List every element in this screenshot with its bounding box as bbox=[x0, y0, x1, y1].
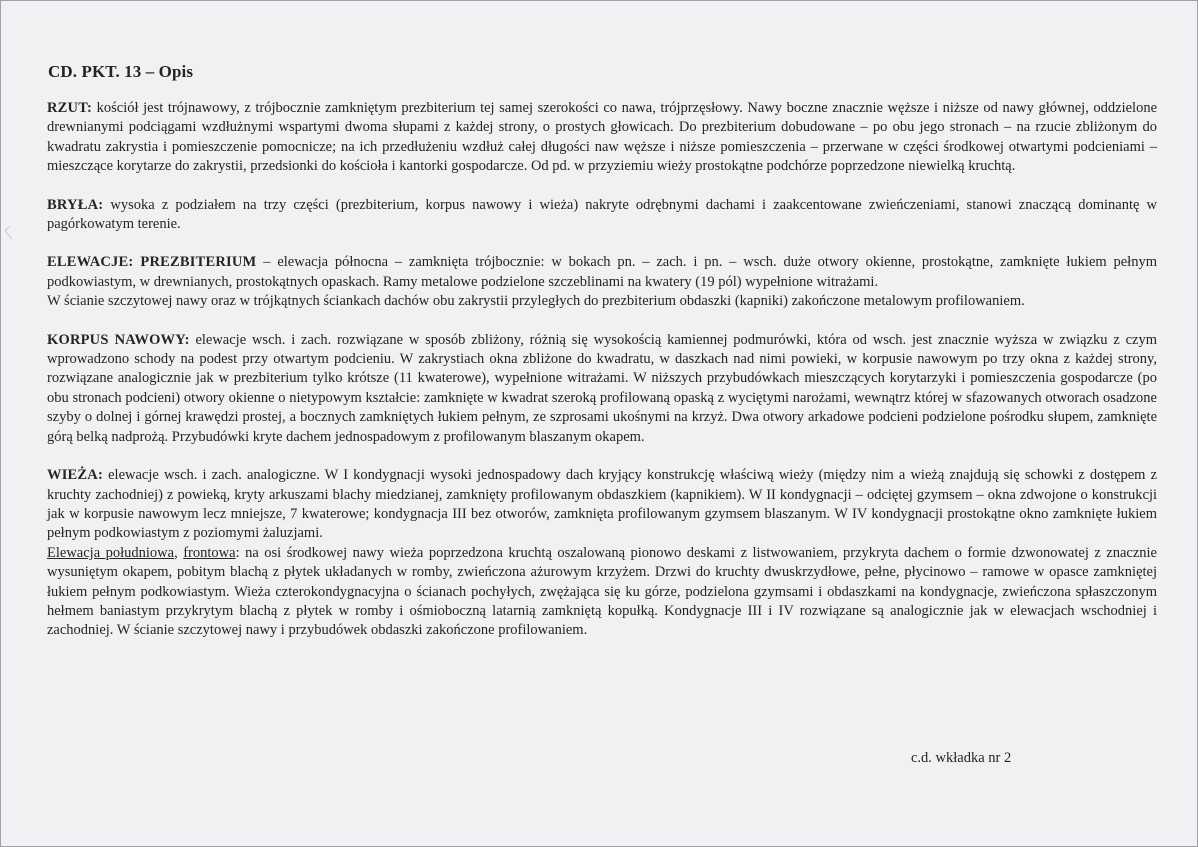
section-rzut bbox=[47, 99, 1157, 177]
description-body bbox=[47, 99, 1157, 641]
page-title: CD. PKT. 13 – Opis bbox=[48, 62, 194, 81]
continuation-note: c.d. wkładka nr 2 bbox=[911, 750, 1012, 766]
margin-mark bbox=[4, 226, 16, 239]
section-korpus bbox=[47, 331, 1157, 447]
section-text-elewacje: – elewacja północna – zamknięta trójbocznie: w bokach pn. – zach. i pn. – wsch. duże otwory okienne, prostokątne, zamknięte łukiem pełnym podkowiastym, w drewnianych, prostokątnych opaskach. Ramy metalowe podzielone szczeblinami na kwatery (19 pól) wypełnione witrażami. bbox=[47, 254, 1157, 290]
section-bryla bbox=[47, 196, 1157, 235]
section-elewacje bbox=[47, 253, 1157, 292]
section-elewacja-poludniowa bbox=[47, 544, 1157, 641]
section-text-elewacja-poludniowa: na osi środkowej nawy wieża poprzedzona kruchtą oszalowaną pionowo deskami z listwowaniem, przykryta dachem o formie dzwonowatej z znacznie wysuniętym okapem, pobitym blachą z płytek układanych w romby, zwieńczona ażurowym krzyżem. Drzwi do kruchty dwuskrzydłowe, pełne, płycinowo – ramowe w opasce zamkniętej łukiem pełnym podkowiastym. Wieża czterokondygnacyjna o ścianach pochyłych, zwężająca się ku górze, podzielona gzymsami i obdaszkami na kondygnacje, zwieńczona spłaszczonym hełmem baniastym przykrytym blachą z płytek w romby i ośmioboczną latarnią zamkniętą kopułką. Kondygnacje III i IV rozwiązane są analogicznie jak w elewacjach wschodniej i zachodniej. W ścianie szczytowej nawy i przybudówek obdaszki zakończone profilowaniem. bbox=[47, 544, 1157, 639]
section-elewacje-continued: W ścianie szczytowej nawy oraz w trójkątnych ściankach dachów obu zakrystii przyległych do prezbiterium obdaszki (kapniki) zakończone metalowym profilowaniem. bbox=[47, 293, 1025, 310]
sublabel-elewacja-poludniowa: Elewacja południowa bbox=[47, 544, 175, 561]
section-text-bryla: wysoka z podziałem na trzy części (prezbiterium, korpus nawowy i wieża) nakryte odrębnymi dachami i zaakcentowane zwieńczeniami, stanowi znaczącą dominantę w pagórkowatym terenie. bbox=[47, 196, 1157, 233]
section-label-elewacje: ELEWACJE: PREZBITERIUM bbox=[47, 254, 257, 271]
section-label-korpus: KORPUS NAWOWY: bbox=[47, 331, 190, 348]
section-text-korpus: elewacje wsch. i zach. rozwiązane w sposób zbliżony, różnią się wysokością kamiennej podmurówki, która od wsch. jest znacznie wyższa w związku z czym wprowadzono schody na podest przy otwartym podcieniu. W zakrystiach okna zbliżone do kwadratu, w daszkach nad nimi powieki, w korpusie nawowym po trzy okna z każdej strony, rozwiązane analogicznie jak w prezbiterium tylko krótsze (11 kwaterowe), wypełnione witrażami. W niższych przybudówkach mieszczących korytarzyki i pomieszczenia gospodarcze (po obu stronach podcieni) otwory okienne o nietypowym kształcie: zamknięte w kwadrat szeroką profilowaną opaską z wyciętymi narożami, wewnątrz której w sfazowanych otworach osadzone szyby o dolnej i górnej krawędzi prostej, a bocznych zamkniętych łukiem pełnym, ze szprosami ukośnymi na krzyż. Dwa otwory arkadowe podcieni podzielone pośrodku słupem, zamknięte górą belką nadprożą. Przybudówki kryte dachem jednospadowym z profilowanym blaszanym okapem. bbox=[47, 331, 1157, 445]
section-label-rzut: RZUT: bbox=[47, 100, 93, 116]
section-label-wieza: WIEŻA: bbox=[47, 467, 103, 484]
sublabel-separator: , bbox=[174, 544, 184, 561]
section-text-wieza: elewacje wsch. i zach. analogiczne. W I kondygnacji wysoki jednospadowy dach kryjący konstrukcję właściwą wieży (między nim a wieżą znajdują się schowki z dostępem z kruchty zachodniej) z powieką, kryty arkuszami blachy miedzianej, zamknięty profilowanym obdaszkiem (kapnikiem). W II kondygnacji – odciętej gzymsem – okna zdwojone o konstrukcji jak w korpusie nawowym lecz mniejsze, 7 kwaterowe; kondygnacja III bez otworów, zamknięta profilowanym gzymsem blaszanym. W IV kondygnacji prostokątne okno zamknięte łukiem pełnym podkowiastym z poziomymi żaluzjami. bbox=[47, 467, 1157, 542]
section-label-bryla: BRYŁA: bbox=[47, 196, 104, 213]
section-wieza bbox=[47, 466, 1157, 544]
sublabel-frontowa: frontowa bbox=[183, 544, 236, 561]
sublabel-colon: : bbox=[235, 544, 240, 561]
section-text-rzut: kościół jest trójnawowy, z trójbocznie zamkniętym prezbiterium tej samej szerokości co nawa, trójprzęsłowy. Nawy boczne znacznie węższe i niższe od nawy głównej, oddzielone drewnianymi podciągami wzdłużnymi wspartymi dwoma słupami z każdej strony, o prostych głowicach. Do prezbiterium dobudowane – po obu jego stronach – na rzucie zbliżonym do kwadratu zakrystia i pomieszczenie pomocnicze; na ich przedłużeniu wzdłuż całej długości naw węższe i niższe pomieszczenia – przerwane w części środkowej otwartymi podcieniami – mieszczące korytarze do zakrystii, przedsionki do kościoła i kantorki gospodarcze. Od pd. w przyziemiu wieży prostokątne podchórze poprzedzone niewielką kruchtą. bbox=[47, 100, 1158, 175]
